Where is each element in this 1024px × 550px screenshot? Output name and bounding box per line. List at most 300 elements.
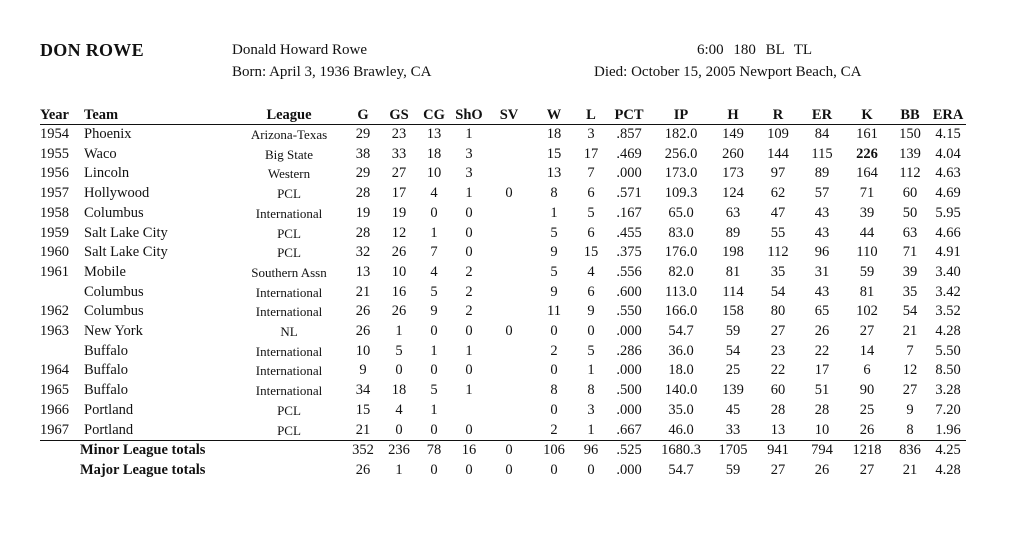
table-row [40,184,966,204]
cell-h: 89 [725,224,741,241]
cell-cg: 4 [430,263,438,280]
cell-cg: 5 [430,382,438,399]
cell-sv [486,125,532,145]
cell-er: 115 [811,145,833,162]
cell-team: Buffalo [84,342,129,359]
cell-h: 139 [722,382,744,399]
cell-g: 352 [344,441,382,461]
cell-pct: .469 [616,145,642,162]
cell-ip: 36.0 [668,342,694,359]
cell-r: 109 [767,126,789,142]
cell-team: Buffalo [84,362,129,379]
cell-sv: 0 [505,461,513,478]
cell-k: 25 [859,401,875,418]
cell-h: 114 [722,283,744,300]
cell-bb: 63 [902,224,918,241]
col-header-l: L [576,104,606,125]
cell-team: Columbus [84,303,144,320]
totals-label: Major League totals [80,461,206,478]
col-header-h: H [710,104,756,125]
cell-cg: 5 [430,283,438,300]
cell-gs: 236 [382,441,416,461]
cell-r: 27 [770,323,786,340]
full-name: Donald Howard Rowe [232,42,367,58]
cell-gs: 19 [391,204,407,221]
cell-league: International [255,383,323,399]
cell-r: 54 [770,283,786,300]
cell-w: 9 [550,283,558,300]
cell-league: International [255,304,323,320]
cell-pct: .000 [616,165,642,182]
cell-w: 8 [550,185,558,202]
cell-year: 1954 [40,126,69,142]
cell-gs: 0 [395,421,403,438]
cell-pct: .000 [616,401,642,418]
cell-year [40,342,84,362]
cell-k: 6 [863,362,871,379]
cell-g: 29 [355,126,371,142]
table-row [40,243,966,263]
table-row [40,224,966,244]
table-row [40,145,966,165]
cell-league: PCL [277,186,301,202]
cell-gs: 26 [391,244,407,261]
cell-g: 21 [355,421,371,438]
cell-year: 1965 [40,382,69,399]
cell-gs: 27 [391,165,407,182]
cell-year: 1957 [40,185,69,202]
cell-team: Columbus [84,283,144,300]
cell-sv [486,263,532,283]
cell-bb: 112 [899,165,921,182]
cell-bb: 21 [902,323,918,340]
cell-era: 1.96 [935,421,961,438]
cell-cg: 0 [430,323,438,340]
cell-ip: 65.0 [668,204,694,221]
totals-row [40,441,966,461]
cell-l: 0 [587,323,595,340]
cell-g: 38 [355,145,371,162]
cell-era: 3.52 [935,303,961,320]
cell-sv [486,342,532,362]
cell-sv: 0 [486,441,532,461]
cell-sho: 0 [465,323,473,340]
cell-cg: 7 [430,244,438,261]
col-header-w: W [532,104,576,125]
cell-w: 0 [550,401,558,418]
cell-g: 34 [355,382,371,399]
cell-team: Phoenix [84,126,132,142]
cell-era: 5.95 [935,204,961,221]
cell-l: 8 [587,382,595,399]
cell-l: 5 [587,204,595,221]
cell-g: 26 [355,303,371,320]
cell-gs: 33 [391,145,407,162]
cell-pct: .000 [616,323,642,340]
cell-pct: .167 [616,204,642,221]
cell-team: Portland [84,421,134,438]
cell-r: 47 [770,204,786,221]
cell-sho: 0 [465,362,473,379]
cell-er: 96 [814,244,830,261]
cell-bb: 12 [902,362,918,379]
cell-team: Waco [84,145,117,162]
cell-w: 11 [547,303,561,320]
cell-k: 14 [859,342,875,359]
cell-league: International [255,284,323,300]
cell-g: 29 [355,165,371,182]
cell-r: 97 [770,165,786,182]
table-row [40,361,966,381]
cell-ip: 1680.3 [652,441,710,461]
cell-k: 110 [856,244,878,261]
cell-gs: 23 [391,126,407,142]
cell-h: 81 [725,263,741,280]
col-header-g: G [344,104,382,125]
cell-cg: 13 [426,126,442,142]
col-header-r: R [756,104,800,125]
cell-era: 4.04 [935,145,961,162]
cell-bb: 139 [899,145,921,162]
cell-pct: .525 [606,441,652,461]
cell-pct: .550 [616,303,642,320]
cell-g: 28 [355,185,371,202]
cell-h: 33 [725,421,741,438]
cell-sho: 0 [465,244,473,261]
cell-pct: .667 [616,421,642,438]
cell-r: 27 [770,461,786,478]
cell-sho: 3 [465,145,473,162]
cell-pct: .571 [616,185,642,202]
cell-l: 1 [587,362,595,379]
cell-g: 32 [355,244,371,261]
col-header-pct: PCT [606,104,652,125]
cell-pct: .500 [616,382,642,399]
col-header-cg: CG [416,104,452,125]
cell-k: 226 [856,145,878,162]
cell-w: 0 [550,362,558,379]
cell-team: Lincoln [84,165,130,182]
cell-ip: 83.0 [668,224,694,241]
cell-w: 1 [550,204,558,221]
cell-sho: 0 [465,204,473,221]
cell-sv [486,401,532,421]
col-header-bb: BB [890,104,930,125]
cell-league: NL [280,324,298,340]
cell-sho: 0 [465,421,473,438]
cell-ip: 173.0 [664,165,698,182]
cell-er: 17 [814,362,830,379]
cell-era: 4.28 [935,323,961,340]
cell-g: 19 [355,204,371,221]
totals-label: Minor League totals [40,441,344,461]
cell-w: 2 [550,421,558,438]
cell-r: 13 [770,421,786,438]
cell-r: 22 [770,362,786,379]
cell-ip: 54.7 [668,461,694,478]
cell-gs: 10 [391,263,407,280]
cell-h: 173 [722,165,744,182]
cell-r: 941 [756,441,800,461]
cell-sho: 0 [465,461,473,478]
cell-team: Hollywood [84,185,150,202]
cell-ip: 109.3 [664,185,698,202]
cell-era: 3.28 [935,382,961,399]
cell-gs: 12 [391,224,407,241]
cell-er: 51 [814,382,830,399]
cell-w: 18 [546,126,562,142]
cell-league: International [255,343,323,359]
cell-g: 9 [359,362,367,379]
cell-sv [486,421,532,441]
cell-l: 15 [583,244,599,261]
cell-year [40,283,84,303]
cell-er: 794 [800,441,844,461]
cell-gs: 16 [391,283,407,300]
cell-sv [486,243,532,263]
cell-year: 1955 [40,145,69,162]
cell-ip: 140.0 [664,382,698,399]
cell-k: 71 [859,185,875,202]
death-info: Died: October 15, 2005 Newport Beach, CA [594,64,862,80]
cell-ip: 113.0 [664,283,698,300]
cell-gs: 17 [391,185,407,202]
cell-l: 3 [587,401,595,418]
cell-year: 1960 [40,244,69,261]
cell-sho: 2 [465,263,473,280]
table-row [40,164,966,184]
cell-pct: .375 [616,244,642,261]
cell-ip: 54.7 [668,323,694,340]
cell-g: 26 [355,461,371,478]
cell-h: 260 [722,145,744,162]
cell-l: 6 [587,283,595,300]
cell-h: 149 [722,126,744,142]
cell-year: 1962 [40,303,69,320]
cell-era: 4.15 [935,126,961,142]
birth-info: Born: April 3, 1936 Brawley, CA [232,64,432,80]
cell-r: 60 [770,382,786,399]
cell-ip: 82.0 [668,263,694,280]
cell-k: 27 [859,461,875,478]
cell-h: 25 [725,362,741,379]
cell-k: 27 [859,323,875,340]
cell-era: 3.40 [935,263,961,280]
cell-er: 43 [814,224,830,241]
cell-r: 28 [770,401,786,418]
col-header-k: K [844,104,890,125]
cell-g: 26 [355,323,371,340]
cell-w: 106 [532,441,576,461]
table-row [40,342,966,362]
cell-sho: 2 [465,303,473,320]
cell-sv: 0 [505,323,513,340]
cell-ip: 182.0 [664,126,698,142]
table-row [40,322,966,342]
player-name: DON ROWE [40,40,144,60]
table-row [40,302,966,322]
cell-team: Salt Lake City [84,224,168,241]
cell-ip: 18.0 [668,362,694,379]
cell-l: 6 [587,224,595,241]
cell-era: 4.66 [935,224,961,241]
cell-team: New York [84,323,143,340]
table-row [40,204,966,224]
cell-bb: 7 [906,342,914,359]
cell-h: 45 [725,401,741,418]
cell-k: 39 [859,204,875,221]
cell-w: 2 [550,342,558,359]
cell-er: 89 [814,165,830,182]
cell-er: 28 [814,401,830,418]
cell-sho: 1 [465,342,473,359]
cell-h: 1705 [710,441,756,461]
cell-g: 10 [355,342,371,359]
cell-sho [452,401,486,421]
cell-l: 6 [587,185,595,202]
col-header-year: Year [40,104,84,125]
table-row [40,125,966,145]
cell-sho: 1 [465,126,473,142]
pitching-stats-table [40,104,966,481]
cell-sv [486,302,532,322]
cell-g: 21 [355,283,371,300]
cell-k: 59 [859,263,875,280]
cell-gs: 0 [395,362,403,379]
cell-g: 15 [355,401,371,418]
cell-era: 7.20 [935,401,961,418]
cell-k: 164 [856,165,878,182]
cell-ip: 166.0 [664,303,698,320]
cell-r: 55 [770,224,786,241]
cell-bb: 150 [899,126,921,142]
cell-k: 81 [859,283,875,300]
cell-bb: 9 [906,401,914,418]
cell-era: 4.91 [935,244,961,261]
cell-year: 1961 [40,263,69,280]
header-row [40,104,966,125]
cell-sv [486,361,532,381]
cell-bb: 71 [902,244,918,261]
cell-pct: .556 [616,263,642,280]
cell-r: 62 [770,185,786,202]
col-header-league: League [234,104,344,125]
totals-row [40,461,966,481]
col-header-sho: ShO [452,104,486,125]
cell-bb: 60 [902,185,918,202]
cell-year: 1967 [40,421,69,438]
cell-cg: 1 [430,224,438,241]
cell-year: 1956 [40,165,69,182]
cell-cg: 0 [430,461,438,478]
cell-era: 4.28 [935,461,961,478]
cell-r: 80 [770,303,786,320]
cell-er: 43 [814,204,830,221]
cell-er: 10 [814,421,830,438]
cell-ip: 176.0 [664,244,698,261]
cell-h: 59 [725,461,741,478]
cell-r: 112 [767,244,789,261]
cell-w: 0 [550,461,558,478]
cell-h: 59 [725,323,741,340]
cell-l: 96 [576,441,606,461]
cell-er: 57 [814,185,830,202]
cell-pct: .286 [616,342,642,359]
cell-w: 13 [546,165,562,182]
height-weight-bats-throws: 6:00 180 BL TL [697,42,813,58]
cell-k: 44 [859,224,875,241]
cell-year: 1959 [40,224,69,241]
cell-league: Arizona-Texas [250,127,328,142]
cell-cg: 0 [430,421,438,438]
cell-w: 5 [550,224,558,241]
cell-team: Mobile [84,263,126,280]
cell-h: 198 [722,244,744,261]
season-rows [40,125,966,481]
cell-l: 4 [587,263,595,280]
cell-gs: 26 [391,303,407,320]
cell-bb: 50 [902,204,918,221]
cell-team: Salt Lake City [84,244,168,261]
cell-league: PCL [277,245,301,261]
cell-cg: 0 [430,362,438,379]
cell-cg: 0 [430,204,438,221]
cell-l: 3 [587,126,595,142]
cell-year: 1963 [40,323,69,340]
cell-cg: 1 [430,401,438,418]
cell-bb: 27 [902,382,918,399]
cell-pct: .857 [616,126,642,142]
cell-sv [486,381,532,401]
cell-league: PCL [277,402,301,418]
cell-cg: 1 [430,342,438,359]
cell-ip: 35.0 [668,401,694,418]
cell-league: International [255,205,323,221]
cell-league: Western [267,166,311,182]
col-header-sv: SV [486,104,532,125]
cell-er: 26 [814,323,830,340]
cell-year: 1966 [40,401,69,418]
cell-ip: 256.0 [664,145,698,162]
cell-sv: 0 [505,185,513,202]
cell-er: 26 [814,461,830,478]
cell-era: 4.63 [935,165,961,182]
cell-era: 4.69 [935,185,961,202]
cell-sv [486,224,532,244]
cell-gs: 4 [395,401,403,418]
cell-er: 22 [814,342,830,359]
cell-h: 124 [722,185,744,202]
cell-sv [486,204,532,224]
cell-pct: .000 [616,362,642,379]
cell-w: 9 [550,244,558,261]
cell-gs: 1 [395,461,403,478]
cell-w: 5 [550,263,558,280]
cell-l: 17 [583,145,599,162]
cell-league: Southern Assn [251,264,327,280]
cell-cg: 10 [426,165,442,182]
cell-pct: .600 [616,283,642,300]
cell-team: Buffalo [84,382,129,399]
cell-l: 5 [587,342,595,359]
cell-l: 7 [587,165,595,182]
col-header-gs: GS [382,104,416,125]
cell-k: 90 [859,382,875,399]
cell-w: 0 [550,323,558,340]
cell-gs: 18 [391,382,407,399]
cell-sho: 0 [465,224,473,241]
cell-era: 4.25 [930,441,966,461]
